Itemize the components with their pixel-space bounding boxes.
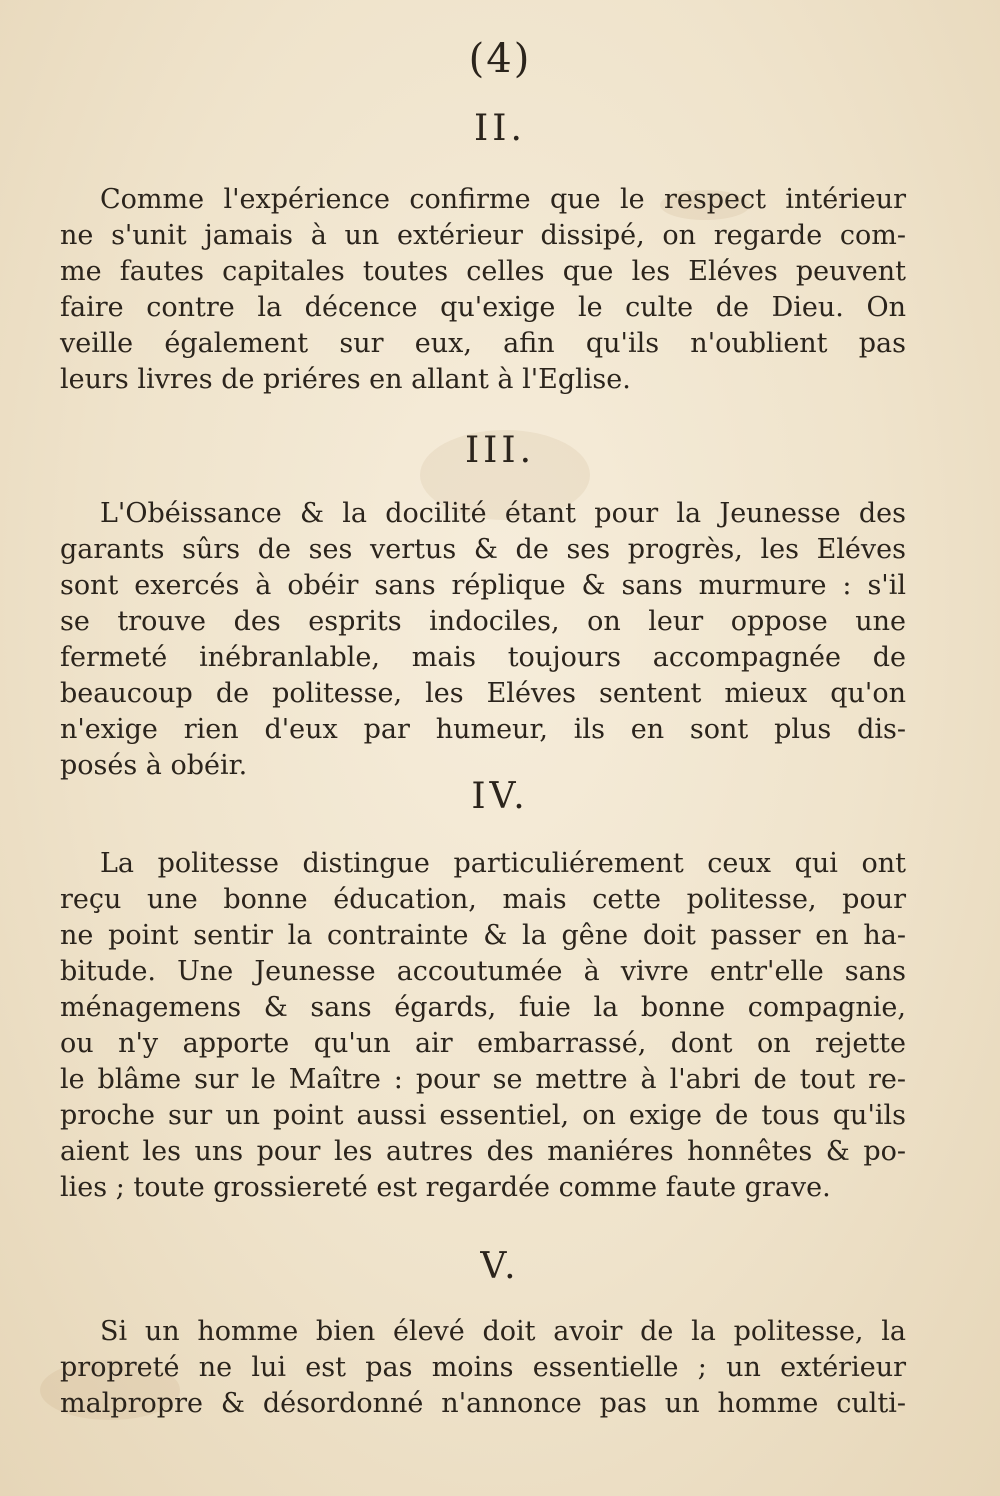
- text-line: ou n'y apporte qu'un air embarrassé, dont on rejette: [60, 1028, 906, 1059]
- section-heading-iv: IV.: [471, 776, 529, 817]
- section-paragraph-ii: [60, 182, 906, 398]
- text-line: Comme l'expérience confirme que le respect intérieur: [100, 184, 906, 215]
- text-line: La politesse distingue particuliérement ceux qui ont: [100, 848, 906, 879]
- text-line: ne s'unit jamais à un extérieur dissipé, on regarde com-: [60, 220, 906, 251]
- text-line: ménagemens & sans égards, fuie la bonne compagnie,: [60, 992, 906, 1023]
- text-line: aient les uns pour les autres des maniéres honnêtes & po-: [60, 1136, 906, 1167]
- text-line: ne point sentir la contrainte & la gêne doit passer en ha-: [60, 920, 906, 951]
- text-line: faire contre la décence qu'exige le culte de Dieu. On: [60, 292, 906, 323]
- text-line: n'exige rien d'eux par humeur, ils en sont plus dis-: [60, 714, 906, 745]
- text-line: lies ; toute grossiereté est regardée comme faute grave.: [60, 1172, 831, 1203]
- text-line: leurs livres de priéres en allant à l'Eglise.: [60, 364, 631, 395]
- text-line: bitude. Une Jeunesse accoutumée à vivre entr'elle sans: [60, 956, 906, 987]
- section-heading-iii: III.: [464, 430, 536, 471]
- text-line: veille également sur eux, afin qu'ils n'oublient pas: [60, 328, 906, 359]
- section-paragraph-v: [60, 1314, 906, 1422]
- section-paragraph-iii: [60, 496, 906, 784]
- text-line: beaucoup de politesse, les Eléves sentent mieux qu'on: [60, 678, 906, 709]
- text-line: sont exercés à obéir sans réplique & sans murmure : s'il: [60, 570, 906, 601]
- text-line: L'Obéissance & la docilité étant pour la Jeunesse des: [100, 498, 906, 529]
- text-line: se trouve des esprits indociles, on leur oppose une: [60, 606, 906, 637]
- text-line: fermeté inébranlable, mais toujours accompagnée de: [60, 642, 906, 673]
- section-paragraph-iv: [60, 846, 906, 1206]
- text-line: reçu une bonne éducation, mais cette politesse, pour: [60, 884, 906, 915]
- section-heading-ii: II.: [474, 108, 526, 149]
- text-line: le blâme sur le Maître : pour se mettre à l'abri de tout re-: [60, 1064, 906, 1095]
- text-line: posés à obéir.: [60, 750, 248, 781]
- text-line: malpropre & désordonné n'annonce pas un homme culti-: [60, 1388, 906, 1419]
- section-heading-v: V.: [480, 1246, 520, 1287]
- text-line: garants sûrs de ses vertus & de ses progrès, les Eléves: [60, 534, 906, 565]
- text-line: me fautes capitales toutes celles que les Eléves peuvent: [60, 256, 906, 287]
- text-line: proche sur un point aussi essentiel, on exige de tous qu'ils: [60, 1100, 906, 1131]
- page-number: (4): [468, 36, 532, 82]
- text-line: Si un homme bien élevé doit avoir de la politesse, la: [100, 1316, 906, 1347]
- text-line: propreté ne lui est pas moins essentielle ; un extérieur: [60, 1352, 906, 1383]
